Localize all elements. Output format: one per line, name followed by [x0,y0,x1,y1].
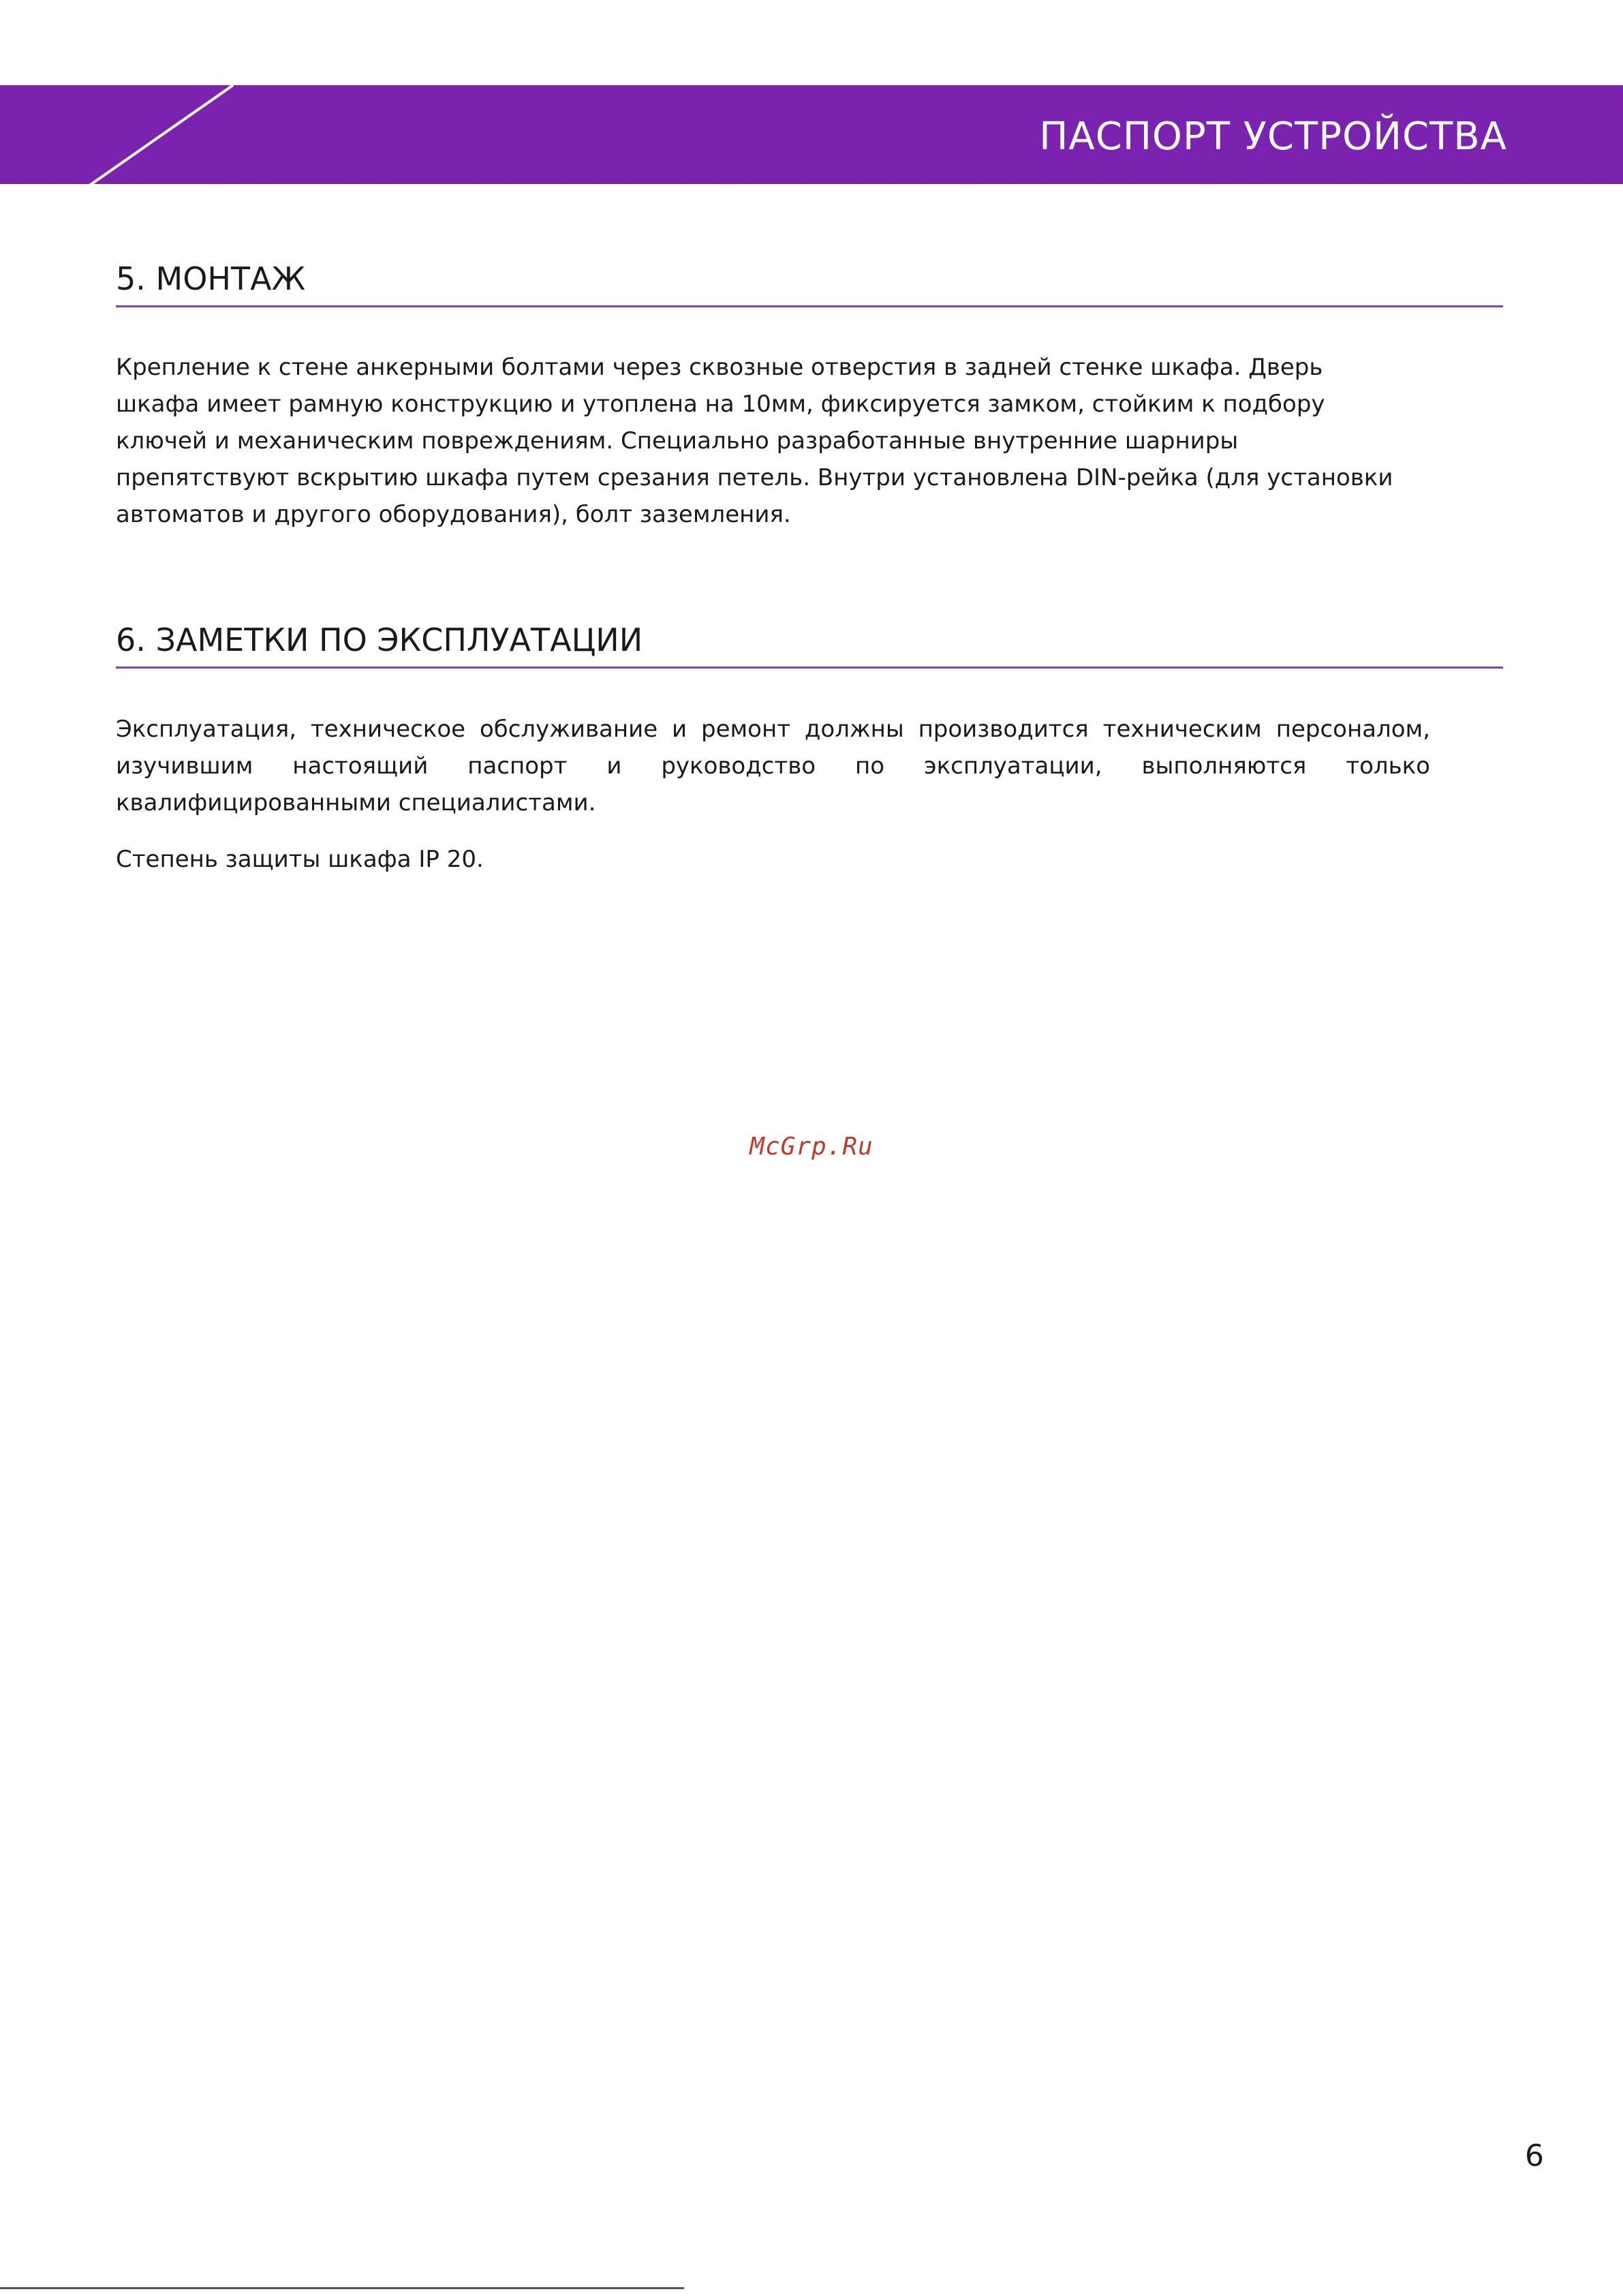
watermark-text: McGrp.Ru [749,1133,874,1161]
page-header-title: ПАСПОРТ УСТРОЙСТВА [1039,114,1507,159]
page-number: 6 [1525,2139,1544,2173]
footer-divider [0,2287,684,2289]
section-paragraph-operation: Эксплуатация, техническое обслуживание и ремонт должны производится техническим персоналом, изучившим настоящий паспорт и руководство по эксплуатации, выполняются только квалифицированными специалистами. [116,716,1430,816]
section-paragraph-mounting: Крепление к стене анкерными болтами через сквозные отверстия в задней стенке шкафа. Дверь шкафа имеет рамную конструкцию и утоплена на 10мм, фиксируется замком, стойким к подбору ключей и механическим повреждениям. Специально разработанные внутренние шарниры препятствуют вскрытию шкафа путем срезания петель. Внутри установлена DIN-рейка (для установки автоматов и другого оборудования), болт заземления. [116,354,1393,528]
section-heading-operation: 6. ЗАМЕТКИ ПО ЭКСПЛУАТАЦИИ [116,622,1503,669]
section-heading-mounting: 5. МОНТАЖ [116,261,1503,307]
section-paragraph-protection: Степень защиты шкафа IP 20. [116,846,484,873]
